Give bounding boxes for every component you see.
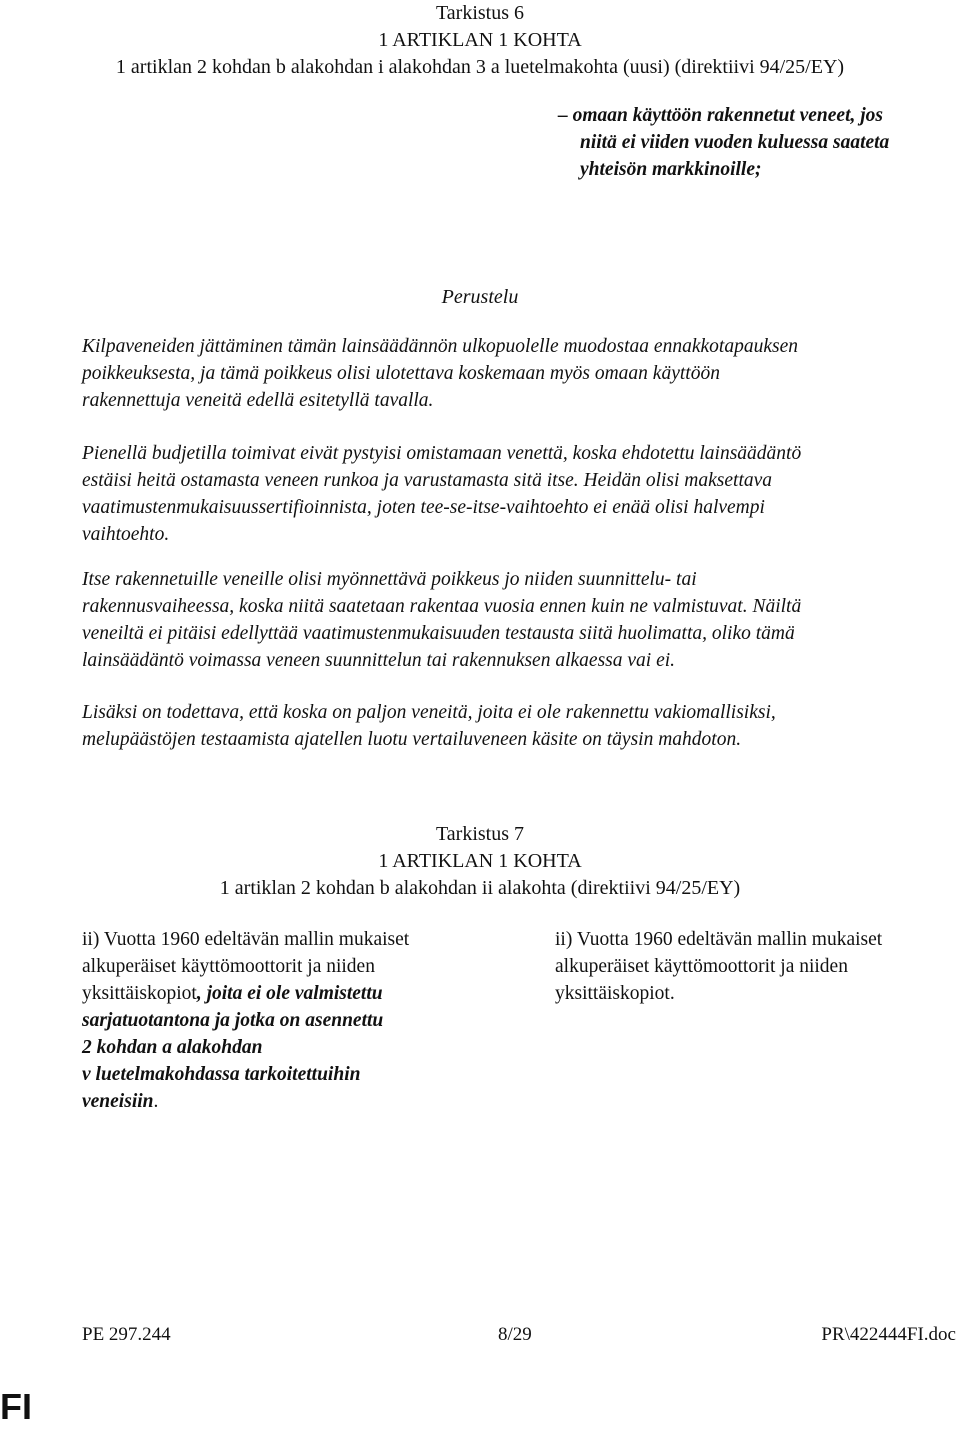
paragraph-line: vaihtoehto. — [82, 524, 170, 545]
paragraph-line: Kilpaveneiden jättäminen tämän lainsäädännön ulkopuolelle muodostaa ennakkotapauksen — [82, 336, 798, 357]
paragraph-line: rakennusvaiheessa, koska niitä saatetaan rakentaa vuosia ennen kuin ne valmistuvat. Näiltä — [82, 596, 802, 617]
justification-paragraph-1 — [82, 333, 952, 414]
amendment-6-new-text-line: – omaan käyttöön rakennetut veneet, jos — [558, 105, 884, 126]
left-line: sarjatuotantona ja jotka on asennettu — [82, 1010, 384, 1031]
left-line — [82, 1088, 502, 1115]
paragraph-line: poikkeuksesta, ja tämä poikkeus olisi ulotettava koskemaan myös omaan käyttöön — [82, 363, 720, 384]
justification-heading: Perustelu — [441, 286, 519, 308]
paragraph-line: veneiltä ei pitäisi edellyttää vaatimustenmukaisuuden testausta siitä huolimatta, oliko tämä — [82, 623, 795, 644]
amendment-6-article: 1 ARTIKLAN 1 KOHTA — [378, 29, 582, 51]
paragraph-line: melupäästöjen testaamista ajatellen luotu vertailuveneen käsite on täysin mahdoton. — [82, 729, 742, 750]
left-added-text: veneisiin — [82, 1091, 154, 1112]
right-line: yksittäiskopiot. — [555, 983, 675, 1004]
footer-document-number: PE 297.244 — [82, 1324, 171, 1345]
amendment-6-new-text-line: niitä ei viiden vuoden kuluessa saateta — [580, 132, 890, 153]
paragraph-line: Pienellä budjetilla toimivat eivät pystyisi omistamaan venettä, koska ehdotettu lainsäädäntö — [82, 443, 802, 464]
footer-language-code: FI — [0, 1386, 32, 1427]
left-plain-text: . — [153, 1091, 159, 1112]
amendment-7-title: Tarkistus 7 — [435, 823, 525, 845]
left-line: v luetelmakohdassa tarkoitettuihin — [82, 1064, 361, 1085]
footer-page-number: 8/29 — [498, 1324, 532, 1345]
paragraph-line: Lisäksi on todettava, että koska on paljon veneitä, joita ei ole rakennettu vakiomallisiksi, — [82, 702, 776, 723]
justification-paragraph-2 — [82, 440, 952, 548]
left-added-text: , joita ei ole valmistettu — [196, 983, 383, 1004]
right-line: alkuperäiset käyttömoottorit ja niiden — [555, 956, 848, 977]
paragraph-line: estäisi heitä ostamasta veneen runkoa ja varustamasta sitä itse. Heidän olisi maksettava — [82, 470, 773, 491]
paragraph-line: vaatimustenmukaisuussertifioinnista, joten tee-se-itse-vaihtoehto ei enää olisi halvempi — [82, 497, 765, 518]
amendment-6-title: Tarkistus 6 — [435, 2, 525, 24]
paragraph-line: Itse rakennetuille veneille olisi myönnettävä poikkeus jo niiden suunnittelu- tai — [82, 569, 697, 590]
amendment-6-reference: 1 artiklan 2 kohdan b alakohdan i alakohdan 3 a luetelmakohta (uusi) (direktiivi 94/25/EY) — [115, 56, 845, 78]
amendment-7-right-column — [555, 926, 955, 1007]
left-line: alkuperäiset käyttömoottorit ja niiden — [82, 956, 375, 977]
left-plain-text: yksittäiskopiot — [82, 983, 197, 1004]
left-line — [82, 980, 502, 1007]
amendment-7-left-column — [82, 926, 502, 1115]
left-line: 2 kohdan a alakohdan — [82, 1037, 263, 1058]
left-line: ii) Vuotta 1960 edeltävän mallin mukaiset — [82, 929, 410, 950]
right-line: ii) Vuotta 1960 edeltävän mallin mukaiset — [555, 929, 883, 950]
justification-paragraph-4 — [82, 699, 952, 753]
paragraph-line: lainsäädäntö voimassa veneen suunnittelun tai rakennuksen alkaessa vai ei. — [82, 650, 676, 671]
amendment-7-reference: 1 artiklan 2 kohdan b alakohdan ii alakohta (direktiivi 94/25/EY) — [219, 877, 741, 899]
amendment-6-new-text-line: yhteisön markkinoille; — [580, 159, 762, 180]
paragraph-line: rakennettuja veneitä edellä esitetyllä tavalla. — [82, 390, 434, 411]
amendment-7-article: 1 ARTIKLAN 1 KOHTA — [378, 850, 582, 872]
footer-filename: PR\422444FI.doc — [821, 1324, 956, 1345]
justification-paragraph-3 — [82, 566, 952, 674]
